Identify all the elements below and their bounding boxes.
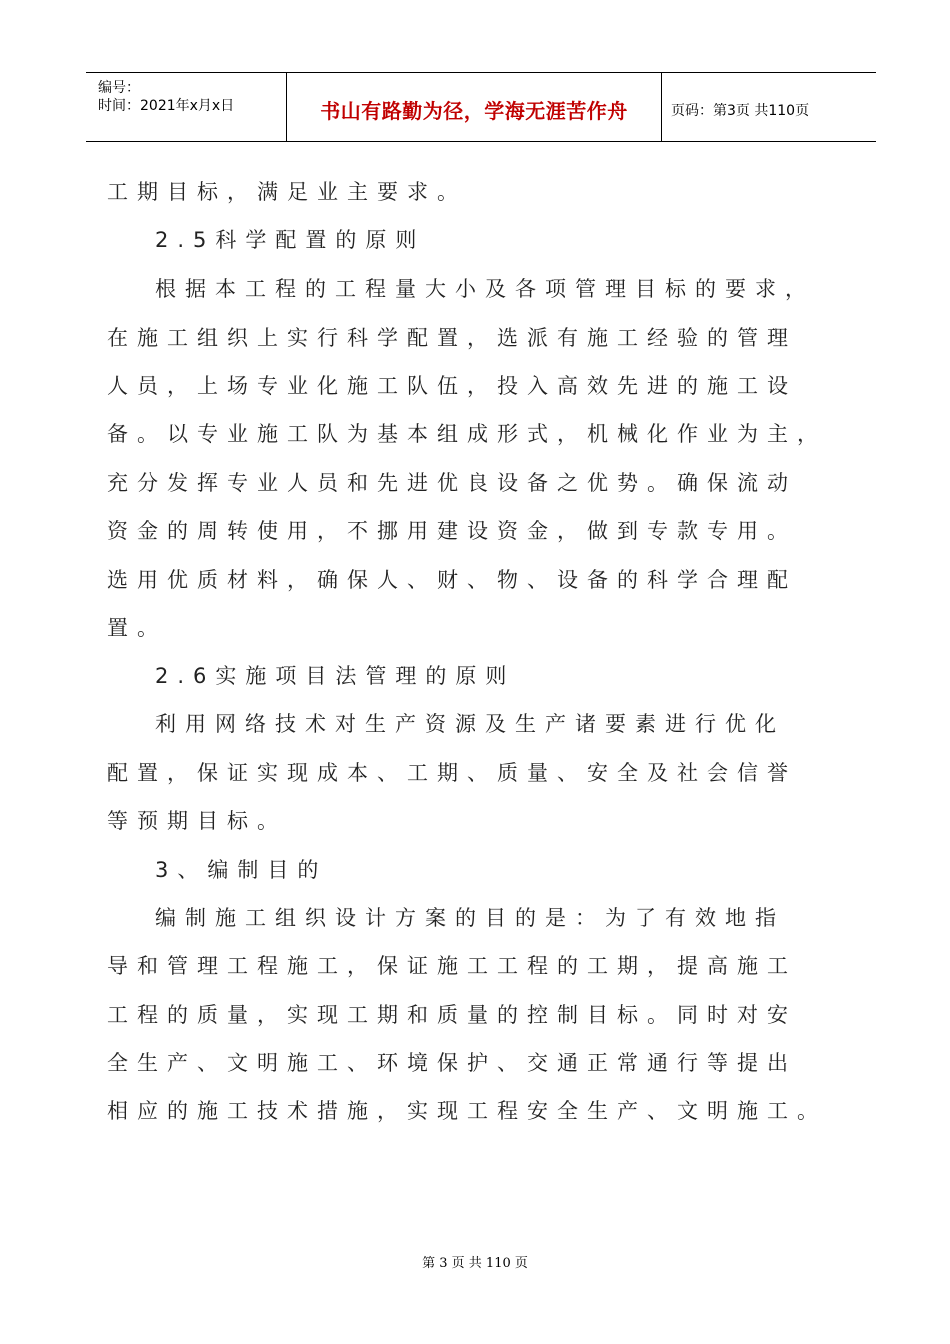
body-line: 资金的周转使用，不挪用建设资金，做到专款专用。 — [107, 519, 797, 543]
body-line: 工期目标，满足业主要求。 — [107, 180, 467, 204]
body-line: 工程的质量，实现工期和质量的控制目标。同时对安 — [107, 1003, 797, 1027]
section-heading: 3、编制目的 — [155, 858, 328, 882]
header-page-cell — [661, 73, 876, 141]
body-line: 相应的施工技术措施，实现工程安全生产、文明施工。 — [107, 1099, 827, 1123]
body-line: 全生产、文明施工、环境保护、交通正常通行等提出 — [107, 1051, 797, 1075]
number-label: 编号： — [98, 80, 140, 96]
body-line: 编制施工组织设计方案的目的是：为了有效地指 — [155, 906, 785, 930]
section-heading: 2.6实施项目法管理的原则 — [155, 664, 516, 688]
page-info: 页码：第3页 共110页 — [671, 103, 810, 119]
body-line: 人员，上场专业化施工队伍，投入高效先进的施工设 — [107, 374, 797, 398]
body-line: 根据本工程的工程量大小及各项管理目标的要求， — [155, 277, 815, 301]
body-line: 充分发挥专业人员和先进优良设备之优势。确保流动 — [107, 471, 797, 495]
body-line: 配置，保证实现成本、工期、质量、安全及社会信誉 — [107, 761, 797, 785]
section-heading: 2.5科学配置的原则 — [155, 228, 426, 252]
time-label: 时间：2021年x月x日 — [98, 98, 235, 114]
header-table — [86, 72, 876, 142]
page-footer: 第 3 页 共 110 页 — [422, 1256, 528, 1271]
body-line: 在施工组织上实行科学配置，选派有施工经验的管理 — [107, 326, 797, 350]
body-line: 置。 — [107, 616, 167, 640]
header-motto-cell — [286, 73, 662, 141]
body-line: 利用网络技术对生产资源及生产诸要素进行优化 — [155, 712, 785, 736]
body-line: 选用优质材料，确保人、财、物、设备的科学合理配 — [107, 568, 797, 592]
header-left-cell — [86, 73, 286, 141]
body-line: 等预期目标。 — [107, 809, 287, 833]
motto: 书山有路勤为径，学海无涯苦作舟 — [320, 99, 628, 123]
body-line: 导和管理工程施工，保证施工工程的工期，提高施工 — [107, 954, 797, 978]
body-line: 备。以专业施工队为基本组成形式，机械化作业为主， — [107, 422, 827, 446]
